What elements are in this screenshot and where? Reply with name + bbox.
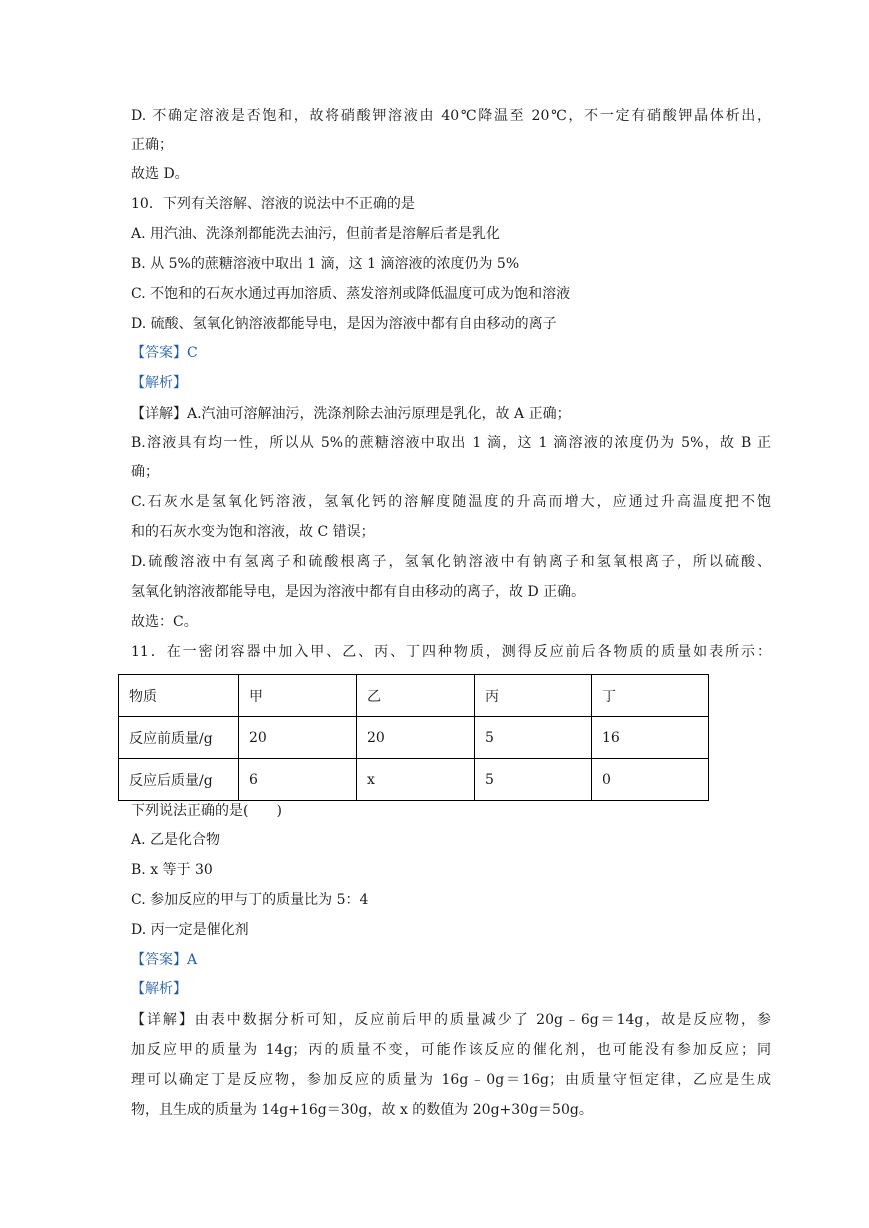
table-cell: x (357, 759, 475, 801)
table-cell: 丙 (475, 675, 592, 717)
option-c: C. 不饱和的石灰水通过再加溶质、蒸发溶剂或降低温度可成为饱和溶液 (131, 286, 571, 302)
table-row (119, 717, 709, 759)
detail-line: 理可以确定丁是反应物，参加反应的质量为 16g﹣0g＝16g；由质量守恒定律，乙应是生成 (131, 1072, 771, 1088)
table-cell: 20 (239, 717, 357, 759)
detail-line: 加反应甲的质量为 14g；丙的质量不变，可能作该反应的催化剂，也可能没有参加反应；同 (131, 1042, 771, 1058)
table-cell: 6 (239, 759, 357, 801)
table-cell: 5 (475, 717, 592, 759)
detail-line: 【详解】由表中数据分析可知，反应前后甲的质量减少了 20g﹣6g＝14g，故是反应物，参 (131, 1012, 771, 1028)
option-b: B. 从 5%的蔗糖溶液中取出 1 滴，这 1 滴溶液的浓度仍为 5% (131, 256, 520, 272)
option-d: D. 硫酸、氢氧化钠溶液都能导电，是因为溶液中都有自由移动的离子 (131, 316, 557, 332)
detail-line: 和的石灰水变为饱和溶液，故 C 错误； (131, 524, 375, 540)
option-c: C. 参加反应的甲与丁的质量比为 5：4 (131, 892, 369, 908)
detail-line: 确； (131, 464, 159, 480)
option-a: A. 用汽油、洗涤剂都能洗去油污，但前者是溶解后者是乳化 (131, 226, 501, 242)
table-header-row (119, 675, 709, 717)
option-a: A. 乙是化合物 (131, 832, 221, 848)
answer-label: 【答案】C (131, 345, 198, 361)
mass-table (118, 674, 709, 801)
question-10-stem: 10．下列有关溶解、溶液的说法中不正确的是 (131, 196, 415, 212)
detail-line: 氢氧化钠溶液都能导电，是因为溶液中都有自由移动的离子，故 D 正确。 (131, 584, 586, 600)
analysis-label: 【解析】 (131, 981, 187, 997)
detail-line: 【详解】A.汽油可溶解油污，洗涤剂除去油污原理是乳化，故 A 正确； (131, 406, 571, 422)
table-row (119, 759, 709, 801)
question-11-prompt: 下列说法正确的是( ) (131, 803, 282, 819)
option-d: D. 丙一定是催化剂 (131, 922, 249, 938)
analysis-label: 【解析】 (131, 375, 187, 391)
option-b: B. x 等于 30 (131, 862, 213, 878)
table-cell: 20 (357, 717, 475, 759)
answer-label: 【答案】A (131, 952, 198, 968)
text-line: 正确； (131, 137, 173, 153)
table-cell: 丁 (592, 675, 709, 717)
table-cell: 反应前质量/g (119, 717, 239, 759)
conclusion-line: 故选：C。 (131, 614, 198, 630)
question-11-stem: 11．在一密闭容器中加入甲、乙、丙、丁四种物质，测得反应前后各物质的质量如表所示： (131, 644, 771, 660)
detail-line: D.硫酸溶液中有氢离子和硫酸根离子，氢氧化钠溶液中有钠离子和氢氧根离子，所以硫酸、 (131, 554, 771, 570)
table-cell: 反应后质量/g (119, 759, 239, 801)
table-cell: 16 (592, 717, 709, 759)
text-line: 故选 D。 (131, 166, 189, 182)
table-cell: 物质 (119, 675, 239, 717)
text-line: D. 不确定溶液是否饱和，故将硝酸钾溶液由 40℃降温至 20℃，不一定有硝酸钾晶体析出， (131, 108, 771, 124)
table-cell: 5 (475, 759, 592, 801)
table-cell: 0 (592, 759, 709, 801)
detail-line: 物，且生成的质量为 14g+16g＝30g，故 x 的数值为 20g+30g＝50g。 (131, 1102, 593, 1118)
table-cell: 乙 (357, 675, 475, 717)
detail-line: C.石灰水是氢氧化钙溶液，氢氧化钙的溶解度随温度的升高而增大，应通过升高温度把不饱 (131, 494, 771, 510)
table-cell: 甲 (239, 675, 357, 717)
detail-line: B.溶液具有均一性，所以从 5%的蔗糖溶液中取出 1 滴，这 1 滴溶液的浓度仍为 5%，故 B 正 (131, 435, 771, 451)
